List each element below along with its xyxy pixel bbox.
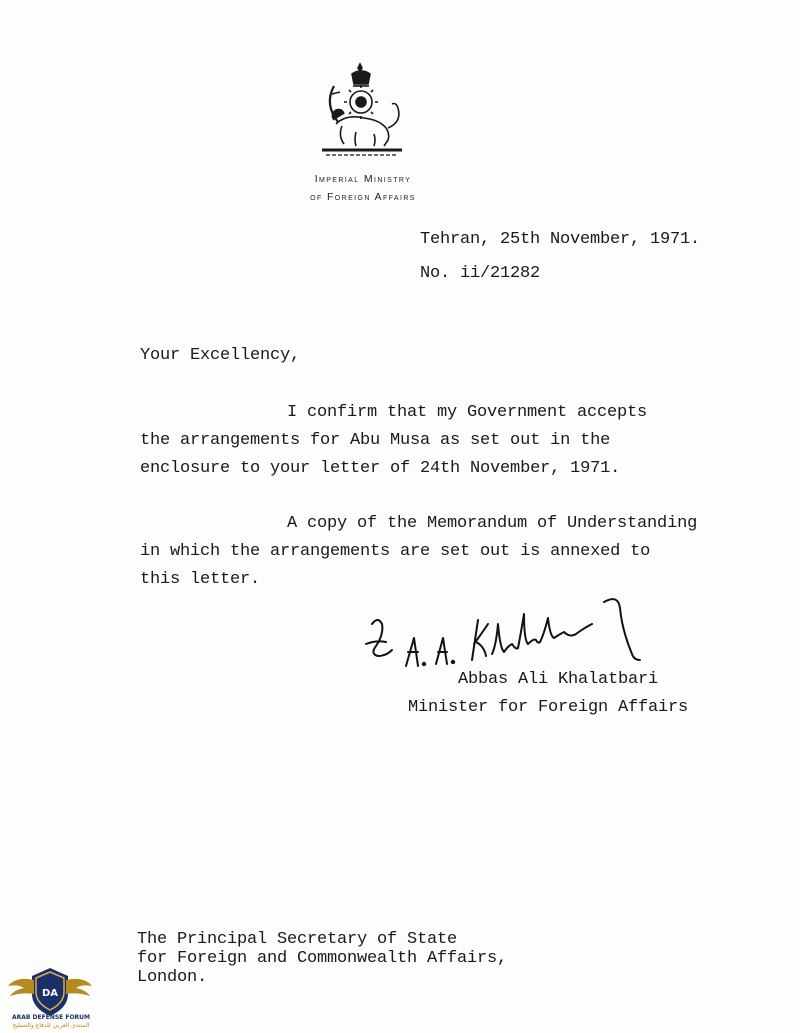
ministry-line-1: Imperial Ministry	[314, 173, 412, 185]
paragraph-line: this letter.	[140, 570, 261, 589]
addressee-line: for Foreign and Commonwealth Affairs,	[137, 949, 508, 968]
body-paragraph-1	[140, 399, 647, 483]
watermark-text-en: ARAB DEFENSE FORUM	[11, 1014, 91, 1021]
addressee-block	[137, 930, 507, 987]
ministry-letterhead	[278, 170, 448, 206]
signer-name: Abbas Ali Khalatbari	[458, 670, 659, 689]
paragraph-line: in which the arrangements are set out is annexed to	[140, 542, 651, 561]
lion-and-sun-crest-icon	[316, 62, 406, 162]
paragraph-line: enclosure to your letter of 24th November, 1971.	[140, 459, 621, 478]
paragraph-line: A copy of the Memorandum of Understanding	[287, 514, 698, 533]
salutation: Your Excellency,	[140, 346, 301, 365]
ministry-line-2: of Foreign Affairs	[310, 191, 416, 203]
svg-text:DA: DA	[41, 988, 59, 999]
signer-title: Minister for Foreign Affairs	[408, 698, 689, 717]
paragraph-line: I confirm that my Government accepts	[287, 403, 648, 422]
dateline: Tehran, 25th November, 1971.	[420, 230, 701, 249]
reference-number: No. ii/21282	[420, 264, 541, 283]
addressee-line: The Principal Secretary of State	[137, 930, 458, 949]
paragraph-line: the arrangements for Abu Musa as set out in the	[140, 431, 611, 450]
watermark-text-ar: المنتدى العربي للدفاع والتسليح	[12, 1022, 90, 1029]
addressee-line: London.	[137, 968, 208, 987]
